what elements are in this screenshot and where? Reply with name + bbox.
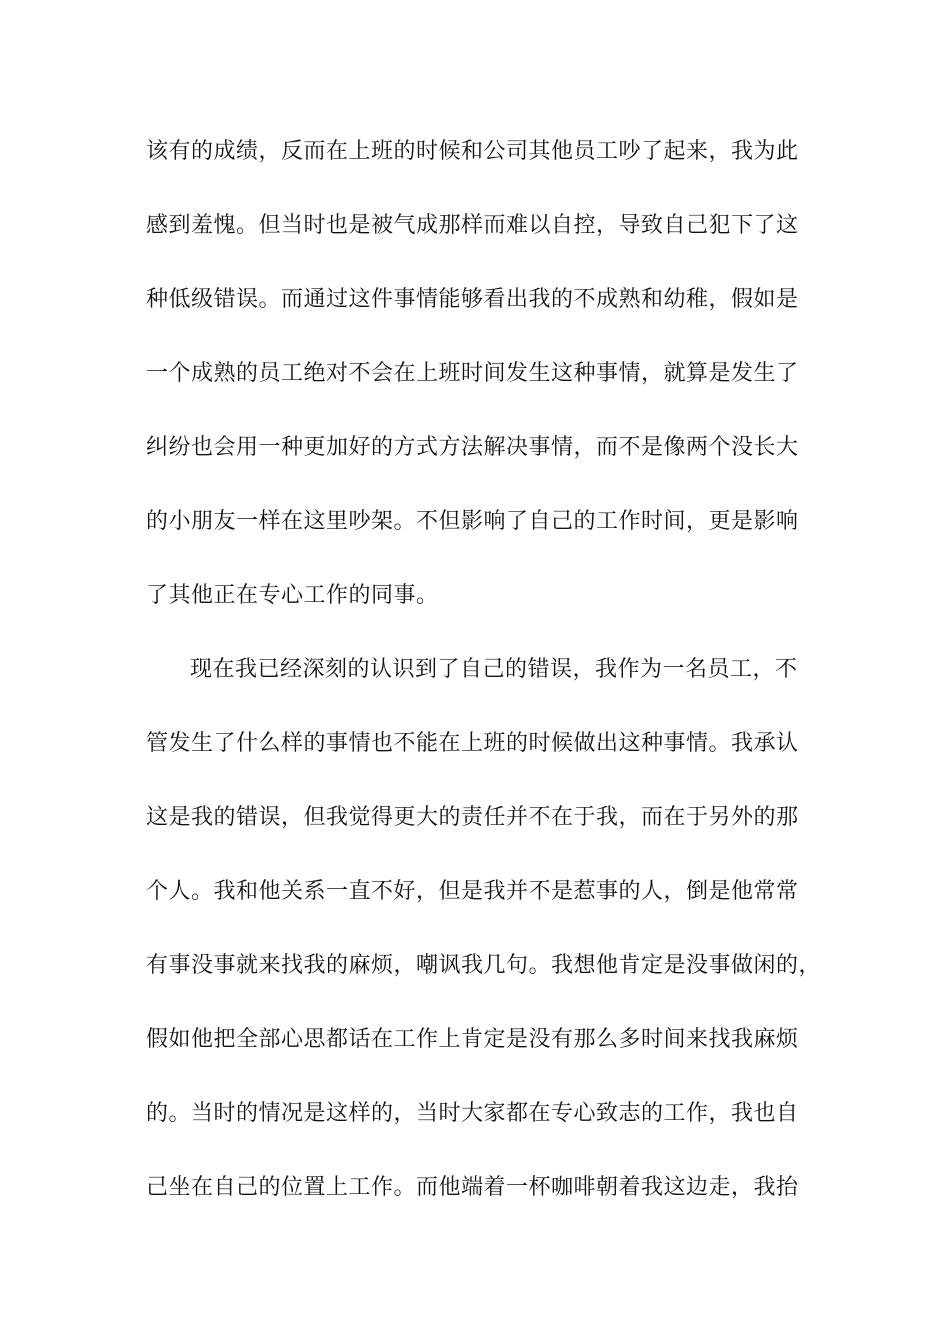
text-line: 种低级错误。而通过这件事情能够看出我的不成熟和幼稚，假如是 — [146, 287, 799, 312]
text-line: 了其他正在专心工作的同事。 — [146, 583, 439, 608]
text-line: 的。当时的情况是这样的，当时大家都在专心致志的工作，我也自 — [146, 1101, 799, 1126]
text-line: 的小朋友一样在这里吵架。不但影响了自己的工作时间，更是影响 — [146, 509, 799, 534]
body-text — [146, 132, 826, 1242]
text-line: 该有的成绩，反而在上班的时候和公司其他员工吵了起来，我为此 — [146, 139, 799, 164]
text-line: 有事没事就来找我的麻烦，嘲讽我几句。我想他肯定是没事做闲的， — [146, 953, 822, 978]
text-line: 管发生了什么样的事情也不能在上班的时候做出这种事情。我承认 — [146, 731, 799, 756]
text-line: 假如他把全部心思都话在工作上肯定是没有那么多时间来找我麻烦 — [146, 1027, 799, 1052]
text-line: 感到羞愧。但当时也是被气成那样而难以自控，导致自己犯下了这 — [146, 213, 799, 238]
text-line: 纠纷也会用一种更加好的方式方法解决事情，而不是像两个没长大 — [146, 435, 799, 460]
text-line: 己坐在自己的位置上工作。而他端着一杯咖啡朝着我这边走，我抬 — [146, 1175, 799, 1200]
text-line: 个人。我和他关系一直不好，但是我并不是惹事的人，倒是他常常 — [146, 879, 799, 904]
paragraph-start-line: 现在我已经深刻的认识到了自己的错误，我作为一名员工，不 — [190, 657, 798, 682]
text-line: 一个成熟的员工绝对不会在上班时间发生这种事情，就算是发生了 — [146, 361, 799, 386]
text-line: 这是我的错误，但我觉得更大的责任并不在于我，而在于另外的那 — [146, 805, 799, 830]
